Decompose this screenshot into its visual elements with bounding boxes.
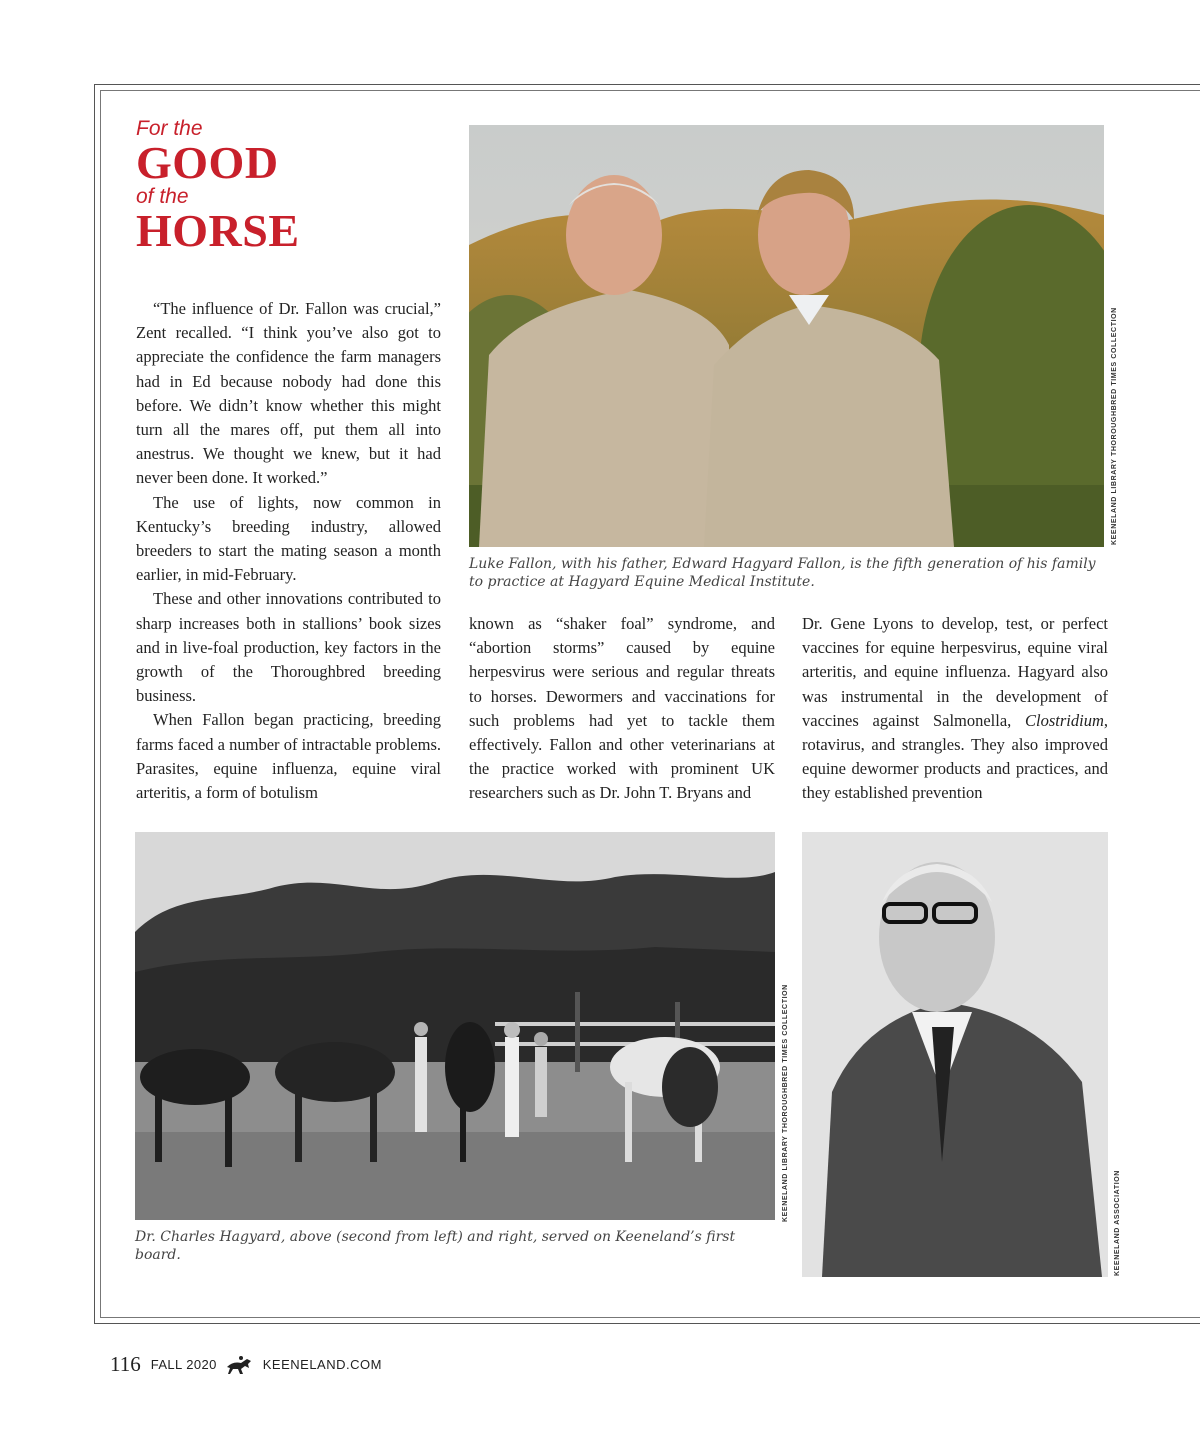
paragraph: known as “shaker foal” syndrome, and “abortion storms” caused by equine herpesvirus were serious and regular threats to horses. Dewormers and vaccinations for such problems had yet to tackle them effectively. Fallon and other veterinarians at the practice worked with prominent UK researchers such as Dr. John T. Bryans and (469, 614, 775, 803)
body-column-3 (802, 612, 1108, 806)
photo-credit-top: KEENELAND LIBRARY THOROUGHBRED TIMES COLLECTION (1111, 307, 1118, 545)
photo-horses-paddock (135, 832, 775, 1220)
headline-horse: HORSE (136, 205, 300, 256)
photo-charles-hagyard-portrait (802, 832, 1108, 1277)
page-number: 116 (110, 1352, 141, 1376)
website-label: KEENELAND.COM (262, 1357, 382, 1372)
horse-rider-icon (225, 1355, 255, 1375)
page-footer (110, 1352, 382, 1377)
headline-good: GOOD (136, 137, 279, 188)
article-headline (136, 118, 456, 254)
headline-of-the: of the (136, 185, 189, 208)
text-run: , rotavirus, and strangles. They also improved equine dewormer products and practices, and they established prevention (802, 710, 1108, 803)
paragraph: The use of lights, now common in Kentucky’s breeding industry, allowed breeders to start the mating season a month earlier, in mid-February. (136, 492, 441, 585)
paragraph: When Fallon began practicing, breeding farms faced a number of intractable problems. Parasites, equine influenza, equine viral arteritis, a form of botulism (136, 710, 441, 803)
photo-caption-top: Luke Fallon, with his father, Edward Hagyard Fallon, is the fifth generation of his family to practice at Hagyard Equine Medical Institute. (469, 556, 1096, 590)
photo-fallon-father-son (469, 125, 1104, 547)
paragraph: “The influence of Dr. Fallon was crucial,” Zent recalled. “I think you’ve also got to appreciate the confidence the farm managers had in Ed because nobody had done this before. We didn’t know whether this might turn all the mares off, put them all into anestrus. We thought we knew, but it had never been done. It worked.” (136, 299, 441, 488)
body-column-2 (469, 612, 775, 806)
photo-caption-herd: Dr. Charles Hagyard, above (second from left) and right, served on Keeneland’s first board. (135, 1229, 736, 1263)
issue-label: FALL 2020 (150, 1357, 217, 1372)
body-column-1 (136, 297, 441, 805)
paragraph: These and other innovations contributed to sharp increases both in stallions’ book sizes and in live-foal production, key factors in the growth of the Thoroughbred breeding business. (136, 589, 441, 706)
photo-credit-portrait: KEENELAND ASSOCIATION (1114, 1170, 1121, 1276)
text-run: Dr. Gene Lyons to develop, test, or perfect vaccines for equine herpesvirus, equine viral arteritis, and equine influenza. Hagyard also was instrumental in the development of vaccines against Salmonella, (802, 614, 1108, 730)
italic-term: Clostridium (1025, 710, 1104, 730)
paragraph (802, 612, 1108, 806)
headline-for-the: For the (136, 117, 203, 140)
photo-credit-herd: KEENELAND LIBRARY THOROUGHBRED TIMES COLLECTION (782, 984, 789, 1222)
